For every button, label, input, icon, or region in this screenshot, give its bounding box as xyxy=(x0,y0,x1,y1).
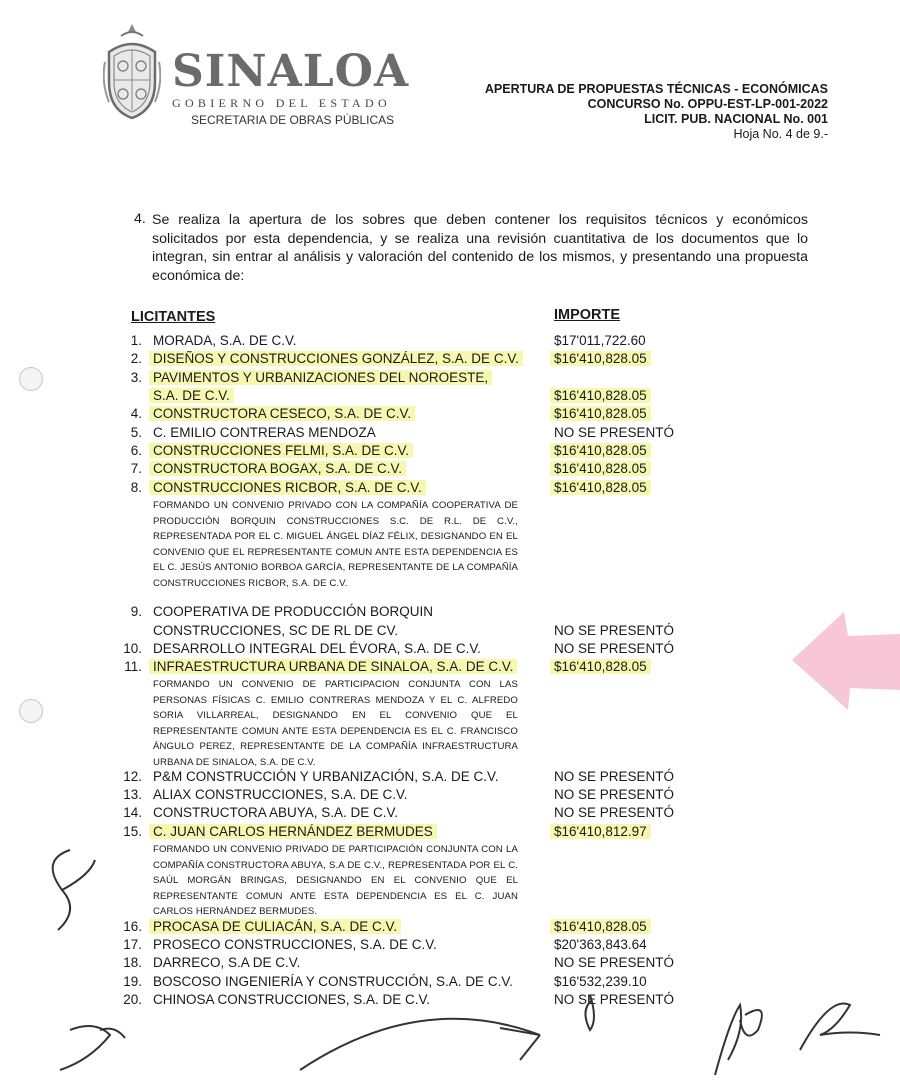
bidder-name: CONSTRUCCIONES RICBOR, S.A. DE C.V. xyxy=(149,480,426,495)
brand-title: SINALOA xyxy=(172,46,410,97)
paragraph-number: 4. xyxy=(134,211,146,227)
bid-status: NO SE PRESENTÓ xyxy=(554,787,675,802)
bidder-name: C. JUAN CARLOS HERNÁNDEZ BERMUDES xyxy=(149,824,437,839)
bidder-name: CHINOSA CONSTRUCCIONES, S.A. DE C.V. xyxy=(153,992,431,1007)
state-seal-icon xyxy=(103,22,161,122)
sheet-number: Hoja No. 4 de 9.- xyxy=(733,127,828,141)
government-subtitle: GOBIERNO DEL ESTADO xyxy=(172,96,391,110)
row-number: 13. xyxy=(123,787,142,802)
row-number: 14. xyxy=(123,805,142,820)
bid-status: NO SE PRESENTÓ xyxy=(554,955,675,970)
bid-status: NO SE PRESENTÓ xyxy=(554,992,675,1007)
bid-status: NO SE PRESENTÓ xyxy=(554,623,675,638)
bidder-name: COOPERATIVA DE PRODUCCIÓN BORQUIN xyxy=(153,604,434,619)
bid-amount: $16'410,828.05 xyxy=(550,919,651,934)
row-number: 20. xyxy=(123,992,142,1007)
bid-amount: $16'410,828.05 xyxy=(550,461,651,476)
tender-number: LICIT. PUB. NACIONAL No. 001 xyxy=(644,112,828,126)
agreement-note: FORMANDO UN CONVENIO DE PARTICIPACION CONJUNTA CON LAS PERSONAS FÍSICAS C. EMILIO CONTRERAS MENDOZA Y EL C. ALFREDO SORIA VILLARREAL, DESIGNANDO EN EL CONVENIO QUE EL REPRESENTANTE COMUN ANTE ESTA DEPENDENCIA ES EL C. FRANCISCO ÁNGULO PEREZ, REPRESENTANTE DE LA COMPAÑÍA INFRAESTRUCTURA URBANA DE SINALOA, S.A. DE C.V. xyxy=(153,679,518,768)
bidder-name: BOSCOSO INGENIERÍA Y CONSTRUCCIÓN, S.A. DE C.V. xyxy=(153,974,513,989)
row-number: 17. xyxy=(123,937,142,952)
bid-amount: $17'011,722.60 xyxy=(554,333,646,348)
bidder-name: P&M CONSTRUCCIÓN Y URBANIZACIÓN, S.A. DE C.V. xyxy=(153,769,499,784)
secretariat-name: SECRETARIA DE OBRAS PÚBLICAS xyxy=(191,113,395,127)
bidder-name: DARRECO, S.A DE C.V. xyxy=(153,955,301,970)
sticky-flag-arrow-icon xyxy=(792,610,900,710)
row-number: 6. xyxy=(130,443,142,458)
handwritten-signatures xyxy=(0,820,900,1092)
bidder-name: DISEÑOS Y CONSTRUCCIONES GONZÁLEZ, S.A. DE C.V. xyxy=(149,351,523,366)
row-number: 18. xyxy=(123,955,142,970)
agreement-note: FORMANDO UN CONVENIO PRIVADO CON LA COMPAÑÍA COOPERATIVA DE PRODUCCIÓN BORQUIN CONSTRUCCIONES S.C. DE R.L. DE C.V., REPRESENTADA POR EL C. MIGUEL ÁNGEL DÍAZ FÉLIX, DESIGNANDO EN EL CONVENIO QUE EL REPRESENTANTE COMUN ANTE ESTA DEPENDENCIA ES EL C. JESÚS ANTONIO BORBOA GARCÍA, REPRESENTANTE DE LA COMPAÑÍA CONSTRUCCIONES RICBOR, S.A. DE C.V. xyxy=(153,500,518,589)
row-number: 2. xyxy=(130,351,142,366)
binder-hole xyxy=(19,699,43,723)
row-number: 16. xyxy=(123,919,142,934)
intro-paragraph: Se realiza la apertura de los sobres que deben contener los requisitos técnicos y económicos solicitados por esta dependencia, y se realiza una revisión cuantitativa de los documentos que lo integran, sin entrar al análisis y valoración del contenido de los mismos, y presentando una propuesta económica de: xyxy=(152,212,808,284)
bid-amount: $16'410,828.05 xyxy=(550,351,651,366)
bidder-name: PROCASA DE CULIACÁN, S.A. DE C.V. xyxy=(149,919,401,934)
agreement-note: FORMANDO UN CONVENIO PRIVADO DE PARTICIPACIÓN CONJUNTA CON LA COMPAÑÍA CONSTRUCTORA ABUYA, S.A DE C.V., REPRESENTADA POR EL C. SAÚL MORGÁN BRINGAS, DESIGNANDO EN EL CONVENIO QUE EL REPRESENTANTE COMUN ANTE ESTA DEPENDENCIA ES EL C. JUAN CARLOS HERNÁNDEZ BERMUDES. xyxy=(153,844,518,918)
row-number: 4. xyxy=(130,406,142,421)
bid-amount: $16'410,812.97 xyxy=(550,824,651,839)
bid-status: NO SE PRESENTÓ xyxy=(554,425,675,440)
row-number: 12. xyxy=(123,769,142,784)
contest-number: CONCURSO No. OPPU-EST-LP-001-2022 xyxy=(587,97,828,111)
row-number: 7. xyxy=(130,461,142,476)
binder-hole xyxy=(19,367,43,391)
bidder-name: C. EMILIO CONTRERAS MENDOZA xyxy=(153,425,376,440)
document-title: APERTURA DE PROPUESTAS TÉCNICAS - ECONÓMICAS xyxy=(484,82,828,96)
row-number: 11. xyxy=(124,659,142,674)
amount-column-header: IMPORTE xyxy=(554,307,621,323)
bidder-name: DESARROLLO INTEGRAL DEL ÉVORA, S.A. DE C.V. xyxy=(153,641,481,656)
bidder-name-continued: S.A. DE C.V. xyxy=(149,388,234,403)
bid-amount: $16'410,828.05 xyxy=(550,480,651,495)
bidder-name: INFRAESTRUCTURA URBANA DE SINALOA, S.A. DE C.V. xyxy=(149,659,517,674)
bidder-name-continued: CONSTRUCCIONES, SC DE RL DE CV. xyxy=(153,623,399,638)
bidder-name: CONSTRUCTORA CESECO, S.A. DE C.V. xyxy=(149,406,415,421)
row-number: 10. xyxy=(123,641,142,656)
bid-status: NO SE PRESENTÓ xyxy=(554,641,675,656)
row-number: 1. xyxy=(130,333,142,348)
bid-amount: $16'410,828.05 xyxy=(550,659,651,674)
bidder-name: MORADA, S.A. DE C.V. xyxy=(153,333,297,348)
row-number: 15. xyxy=(123,824,142,839)
bidder-name: PAVIMENTOS Y URBANIZACIONES DEL NOROESTE, xyxy=(149,370,492,385)
bid-amount: $16'410,828.05 xyxy=(550,388,651,403)
bidder-name: CONSTRUCCIONES FELMI, S.A. DE C.V. xyxy=(149,443,413,458)
bid-status: NO SE PRESENTÓ xyxy=(554,805,675,820)
bid-amount: $16'410,828.05 xyxy=(550,443,651,458)
row-number: 5. xyxy=(130,425,142,440)
row-number: 3. xyxy=(130,370,142,385)
bidder-name: CONSTRUCTORA BOGAX, S.A. DE C.V. xyxy=(149,461,406,476)
bidder-name: ALIAX CONSTRUCCIONES, S.A. DE C.V. xyxy=(153,787,408,802)
row-number: 8. xyxy=(130,480,142,495)
row-number: 9. xyxy=(130,604,142,619)
bidder-name: PROSECO CONSTRUCCIONES, S.A. DE C.V. xyxy=(153,937,437,952)
bid-amount: $16'532,239.10 xyxy=(554,974,647,989)
bid-status: NO SE PRESENTÓ xyxy=(554,769,675,784)
bidders-column-header: LICITANTES xyxy=(131,309,216,325)
bid-amount: $16'410,828.05 xyxy=(550,406,651,421)
bidder-name: CONSTRUCTORA ABUYA, S.A. DE C.V. xyxy=(153,805,399,820)
bid-amount: $20'363,843.64 xyxy=(554,937,647,952)
row-number: 19. xyxy=(123,974,142,989)
